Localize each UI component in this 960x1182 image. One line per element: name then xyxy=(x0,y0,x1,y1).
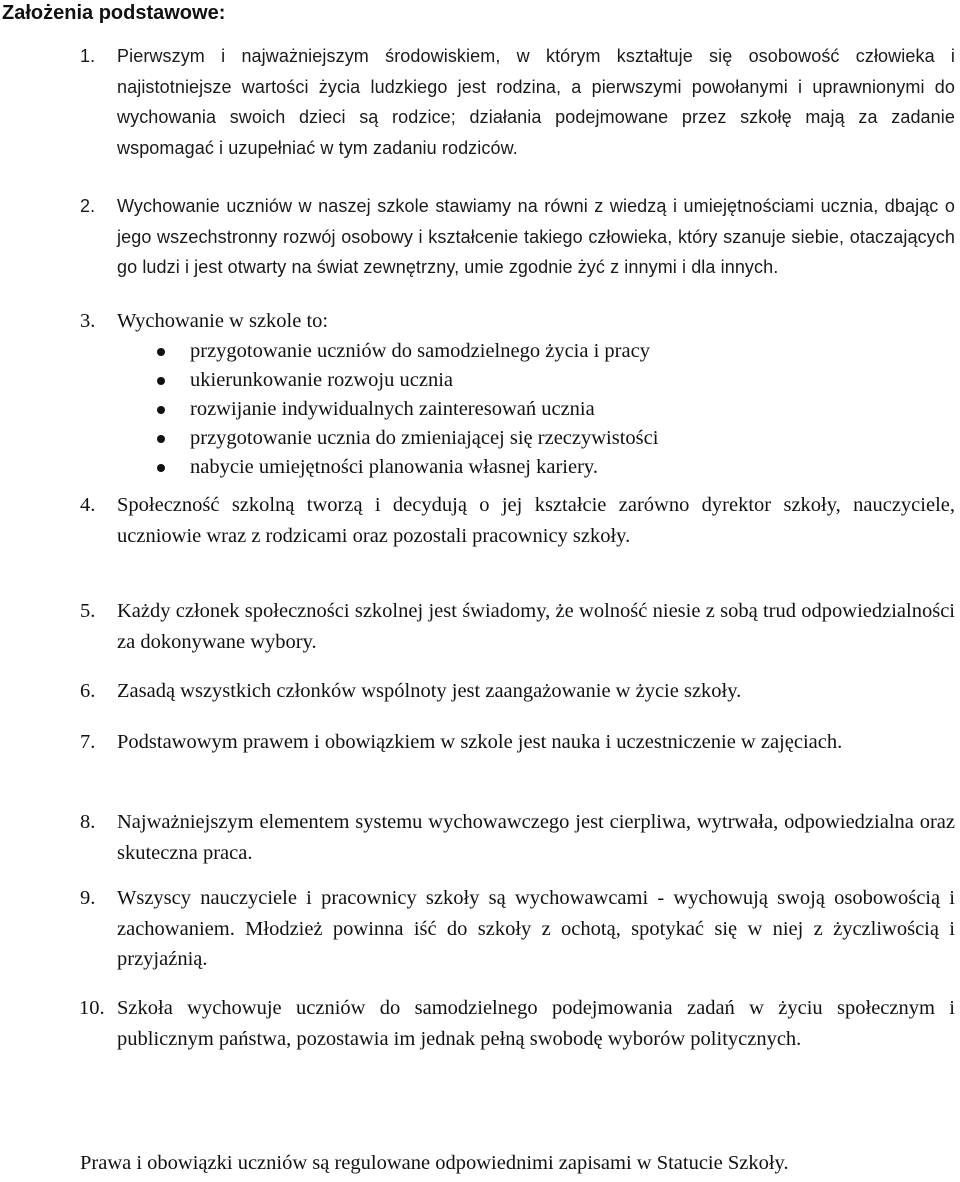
item-text: Społeczność szkolną tworzą i decydują o jej kształcie zarówno dyrektor szkoły, nauczyciele, uczniowie wraz z rodzicami oraz pozostali pracownicy szkoły. xyxy=(117,494,955,547)
item-text: Szkoła wychowuje uczniów do samodzielnego podejmowania zadań w życiu społecznym i publicznym państwa, pozostawia im jednak pełną swobodę wyborów politycznych. xyxy=(117,997,955,1050)
bullet-item xyxy=(152,453,658,482)
bullet-icon xyxy=(157,435,165,443)
item-number: 3. xyxy=(80,310,96,332)
item-number: 2. xyxy=(80,196,96,216)
bullet-icon xyxy=(157,464,165,472)
list-item-4 xyxy=(80,490,955,551)
list-item-7 xyxy=(80,727,955,758)
bullet-icon xyxy=(157,406,165,414)
list-item-6 xyxy=(80,676,955,707)
list-item-10 xyxy=(79,993,955,1054)
item-text: Wychowanie uczniów w naszej szkole stawiamy na równi z wiedzą i umiejętnościami ucznia, dbając o jego wszechstronny rozwój osobowy i kształcenie takiego człowieka, który szanuje siebie, otaczających go ludzi i jest otwarty na świat zewnętrzny, umie zgodnie żyć z innymi i dla innych. xyxy=(117,196,955,277)
item-number: 8. xyxy=(80,811,96,833)
item-number: 6. xyxy=(80,680,96,702)
list-item-1 xyxy=(80,41,955,163)
list-item-2 xyxy=(80,191,955,283)
item-text: Pierwszym i najważniejszym środowiskiem, w którym kształtuje się osobowość człowieka i najistotniejsze wartości życia ludzkiego jest rodzina, a pierwszymi powołanymi i uprawnionymi do wychowania swoich dzieci są rodzice; działania podejmowane przez szkołę mają za zadanie wspomagać i uzupełniać w tym zadaniu rodziców. xyxy=(117,46,955,158)
bullet-item xyxy=(152,395,658,424)
item-text: Najważniejszym elementem systemu wychowawczego jest cierpliwa, wytrwała, odpowiedzialna oraz skuteczna praca. xyxy=(117,811,955,864)
bullet-text: nabycie umiejętności planowania własnej kariery. xyxy=(190,456,598,478)
list-item-9 xyxy=(80,883,955,975)
item-number: 4. xyxy=(80,494,96,516)
bullet-icon xyxy=(157,348,165,356)
bullet-text: ukierunkowanie rozwoju ucznia xyxy=(190,369,453,391)
item-number: 10. xyxy=(79,997,105,1019)
bullet-icon xyxy=(157,377,165,385)
bullet-text: rozwijanie indywidualnych zainteresowań ucznia xyxy=(190,398,595,420)
bullet-text: przygotowanie uczniów do samodzielnego życia i pracy xyxy=(190,340,650,362)
list-item-5 xyxy=(80,596,955,657)
bullet-item xyxy=(152,337,658,366)
list-item-8 xyxy=(80,807,955,868)
bullet-item xyxy=(152,424,658,453)
document-heading: Założenia podstawowe: xyxy=(2,2,226,24)
item-text: Zasadą wszystkich członków wspólnoty jest zaangażowanie w życie szkoły. xyxy=(117,680,742,702)
item-number: 5. xyxy=(80,600,96,622)
bullet-item xyxy=(152,366,658,395)
bullet-text: przygotowanie ucznia do zmieniającej się rzeczywistości xyxy=(190,427,659,449)
bullet-list xyxy=(152,337,658,482)
item-text: Wychowanie w szkole to: xyxy=(117,310,329,332)
footer-note: Prawa i obowiązki uczniów są regulowane odpowiednimi zapisami w Statucie Szkoły. xyxy=(80,1152,789,1174)
list-item-3 xyxy=(80,306,955,337)
item-text: Podstawowym prawem i obowiązkiem w szkole jest nauka i uczestniczenie w zajęciach. xyxy=(117,731,843,753)
item-number: 7. xyxy=(80,731,96,753)
item-text: Wszyscy nauczyciele i pracownicy szkoły są wychowawcami - wychowują swoją osobowością i zachowaniem. Młodzież powinna iść do szkoły z ochotą, spotykać się w niej z życzliwością i przyjaźnią. xyxy=(117,887,955,970)
item-number: 1. xyxy=(80,46,96,66)
item-number: 9. xyxy=(80,887,96,909)
item-text: Każdy członek społeczności szkolnej jest świadomy, że wolność niesie z sobą trud odpowiedzialności za dokonywane wybory. xyxy=(117,600,955,653)
